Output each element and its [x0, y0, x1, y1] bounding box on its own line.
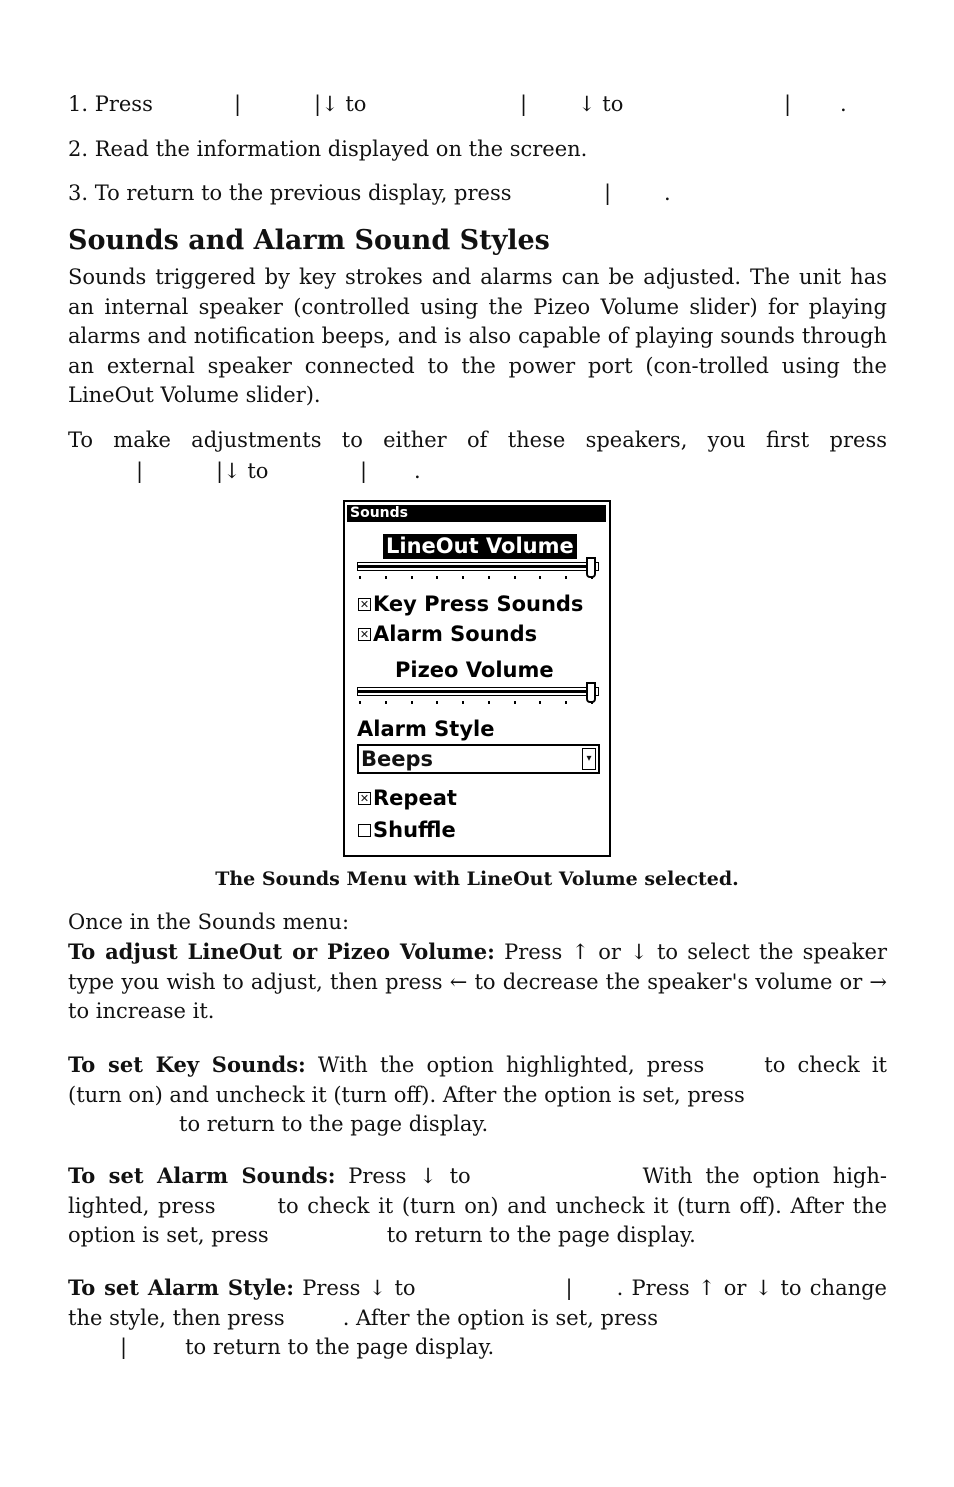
step-1-separator: | — [520, 92, 528, 116]
slider-tick — [436, 576, 438, 579]
chevron-down-icon[interactable]: ▾ — [582, 748, 596, 770]
adjust-period: . — [414, 459, 421, 483]
shuffle-label: Shuffle — [373, 818, 456, 842]
pizeo-volume-slider[interactable] — [357, 687, 599, 696]
volume-paragraph-text: Press ↑ or ↓ to select the speaker type you wish to adjust, then press ← to decrease the speaker's volume or → to increase it. — [68, 940, 887, 1023]
slider-tick — [514, 576, 516, 579]
alarm-sounds-lead: To set Alarm Sounds: — [68, 1163, 336, 1188]
key-press-sounds-checkbox[interactable]: ✕ — [359, 598, 370, 611]
key-sounds-text-2: to check it (turn on) and uncheck it (turn off). After the option is set, press — [68, 1053, 887, 1107]
section-title: Sounds and Alarm Sound Styles — [68, 225, 550, 256]
alarm-sounds-text-3: to check it (turn on) and uncheck it (turn off). After the option is set, press — [68, 1193, 887, 1247]
slider-tick — [359, 701, 361, 704]
alarm-style-paragraph — [68, 1273, 887, 1363]
shuffle-checkbox[interactable] — [358, 824, 371, 837]
slider-tick — [488, 576, 490, 579]
step-1-press: 1. Press — [68, 92, 153, 116]
lineout-volume-thumb[interactable] — [586, 557, 596, 578]
lineout-volume-slider[interactable] — [357, 562, 599, 571]
slider-tick — [411, 576, 413, 579]
volume-paragraph-lead: To adjust LineOut or Pizeo Volume: — [68, 939, 495, 964]
slider-tick — [385, 576, 387, 579]
slider-tick — [565, 701, 567, 704]
alarm-sounds-checkbox[interactable]: ✕ — [359, 628, 370, 641]
step-1-separator: | — [234, 92, 242, 116]
step-1-separator: | — [784, 92, 792, 116]
slider-tick — [411, 701, 413, 704]
repeat-label: Repeat — [373, 786, 457, 810]
step-3-period: . — [664, 181, 671, 205]
alarm-style-text-3: . After the option is set, press — [342, 1305, 658, 1330]
alarm-style-dropdown[interactable] — [357, 744, 600, 774]
alarm-style-separator: | — [120, 1335, 128, 1359]
alarm-style-separator: | — [565, 1276, 573, 1300]
slider-tick — [462, 701, 464, 704]
pizeo-volume-label: Pizeo Volume — [395, 658, 554, 682]
key-sounds-lead: To set Key Sounds: — [68, 1052, 306, 1077]
intro-paragraph: Sounds triggered by key strokes and alarms can be adjusted. The unit has an internal speaker (controlled using the Pizeo Volume slider) for playing alarms and notification beeps, and is also capable of playing sounds through an external speaker connected to the power port (con-trolled using the LineOut Volume slider). — [68, 265, 887, 407]
step-3-separator: | — [604, 181, 612, 205]
volume-paragraph — [68, 937, 887, 1027]
alarm-style-label: Alarm Style — [357, 717, 495, 741]
once-line: Once in the Sounds menu: — [68, 910, 350, 934]
alarm-style-value: Beeps — [361, 747, 434, 771]
slider-tick — [539, 576, 541, 579]
alarm-style-text-2: . Press ↑ or ↓ to change the style, then press — [68, 1276, 887, 1330]
adjust-separator: | — [136, 459, 144, 483]
figure-caption: The Sounds Menu with LineOut Volume selected. — [215, 868, 739, 890]
step-1-down-to: |↓ to — [314, 92, 367, 116]
alarm-sounds-text-1: Press ↓ to — [335, 1164, 471, 1188]
adjust-separator: | — [360, 459, 368, 483]
alarm-sounds-label: Alarm Sounds — [373, 622, 538, 646]
alarm-sounds-text-4: to return to the page display. — [386, 1223, 696, 1247]
lineout-volume-selected[interactable]: LineOut Volume — [383, 534, 577, 559]
slider-tick — [565, 576, 567, 579]
screen-title: Sounds — [347, 505, 606, 522]
key-sounds-text-3: to return to the page display. — [179, 1112, 489, 1136]
pizeo-volume-fill — [358, 690, 588, 693]
alarm-style-text-4: to return to the page display. — [185, 1335, 495, 1359]
lineout-volume-fill — [358, 565, 588, 568]
key-sounds-paragraph — [68, 1050, 887, 1140]
key-sounds-text-1: With the option highlighted, press — [305, 1053, 705, 1077]
alarm-sounds-text-2: With the option high-lighted, press — [68, 1164, 887, 1218]
step-3-text: 3. To return to the previous display, press — [68, 181, 512, 205]
slider-tick — [488, 701, 490, 704]
slider-tick — [462, 576, 464, 579]
slider-tick — [591, 701, 593, 704]
pizeo-volume-thumb[interactable] — [586, 682, 596, 703]
adjust-paragraph: To make adjustments to either of these speakers, you first press — [68, 428, 887, 452]
slider-tick — [385, 701, 387, 704]
slider-tick — [514, 701, 516, 704]
slider-tick — [591, 576, 593, 579]
slider-tick — [359, 576, 361, 579]
key-press-sounds-label: Key Press Sounds — [373, 592, 584, 616]
step-1-down-to: ↓ to — [578, 92, 624, 116]
adjust-down-to: |↓ to — [216, 459, 269, 483]
alarm-style-lead: To set Alarm Style: — [68, 1275, 295, 1300]
pizeo-volume-ticks — [359, 701, 595, 707]
repeat-checkbox[interactable]: ✕ — [359, 792, 370, 805]
lineout-volume-ticks — [359, 576, 595, 582]
alarm-style-text-1: Press ↓ to — [294, 1276, 416, 1300]
slider-tick — [436, 701, 438, 704]
slider-tick — [539, 701, 541, 704]
step-1-period: . — [840, 92, 847, 116]
step-2: 2. Read the information displayed on the screen. — [68, 137, 588, 161]
alarm-sounds-paragraph — [68, 1161, 887, 1251]
sounds-menu-screen — [343, 500, 611, 857]
